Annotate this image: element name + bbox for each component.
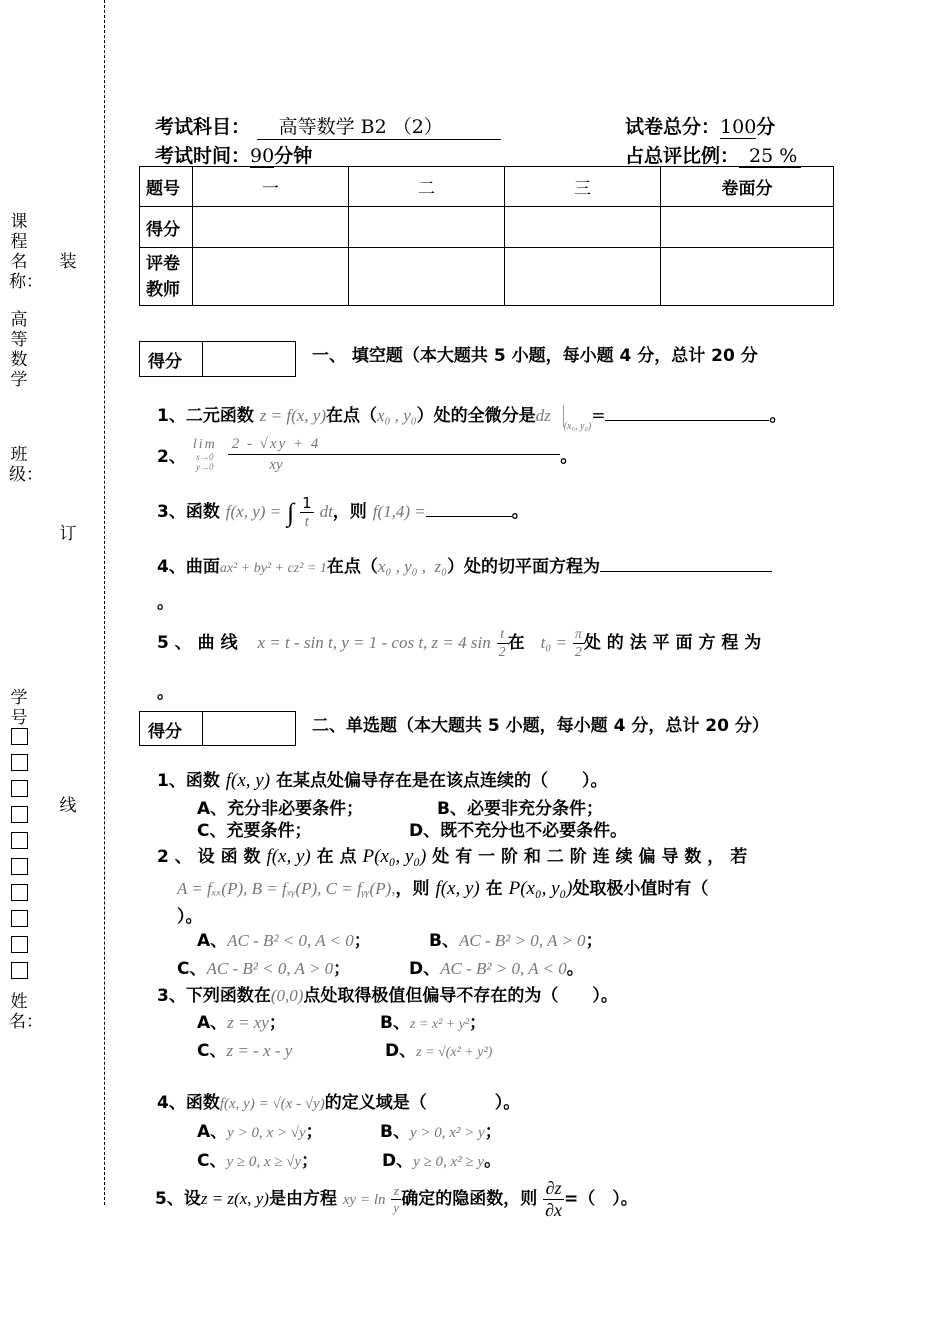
s2q3-option-b[interactable]: B、z = x² + y²；	[380, 1013, 487, 1033]
time-row	[155, 141, 312, 168]
s2q4-option-a[interactable]: A、y > 0, x > √y；	[197, 1122, 323, 1142]
s2q3-b-label: B、	[380, 1013, 410, 1033]
q3-numerator: 1	[302, 493, 312, 512]
s2q5-fraction-zy	[391, 1183, 401, 1216]
q3-answer-blank[interactable]	[426, 516, 512, 517]
s2q5-text-b: 是由方程	[268, 1189, 337, 1209]
total-label: 试卷总分：	[625, 116, 721, 138]
q4-period: 。	[157, 593, 174, 613]
q4-text-b: 在点（	[326, 557, 378, 577]
q5-text-b: 在	[507, 633, 525, 653]
total-unit: 分	[756, 116, 776, 138]
s2q3-a-label: A、	[197, 1013, 228, 1033]
s2q4-option-c[interactable]: C、y ≥ 0, x ≥ √y；	[197, 1151, 319, 1171]
s2q5-y: y	[393, 1199, 400, 1215]
student-id-box[interactable]	[11, 962, 28, 979]
grader-cell[interactable]	[349, 248, 505, 306]
s2q2-c-label: C、	[177, 959, 207, 979]
grader-label-1: 评卷	[146, 253, 180, 274]
s2q2-text-c: 处 有 一 阶 和 二 阶 连 续 偏 导 数 ， 若	[432, 847, 748, 867]
s2q2-close: ）。	[177, 907, 203, 927]
s2q4-text-b: 的定义域是（ ）。	[324, 1093, 521, 1113]
s2q3-text-b: 点处取得极值但偏导不存在的为（ ）。	[303, 986, 618, 1006]
s2q2-point: P(x₀, y₀)	[508, 878, 573, 899]
s2q4-a-math: y > 0, x > √y	[227, 1125, 306, 1141]
s2q2-d-math: AC - B² > 0, A < 0	[440, 959, 567, 978]
score-box-divider	[202, 342, 203, 376]
s2q2-option-d[interactable]: D、AC - B² > 0, A < 0。	[409, 959, 584, 979]
s2q3-d-label: D、	[385, 1041, 417, 1061]
s2q4-d-math: y ≥ 0, x² ≥ y	[413, 1154, 485, 1170]
q4-answer-blank[interactable]	[600, 571, 772, 572]
s2q4-b-math: y > 0, x² > y	[409, 1125, 485, 1141]
q3-integral: ∫	[287, 498, 295, 527]
binding-dashed-line	[104, 0, 105, 1205]
s2q4-a-label: A、	[197, 1122, 228, 1142]
s2q2-option-b[interactable]: B、AC - B² > 0, A > 0；	[429, 931, 603, 951]
s2q2-a-label: A、	[197, 931, 228, 951]
s2q4-function: f(x, y) = √(x - √y)	[219, 1096, 325, 1112]
subject-value: 高等数学 B2 （2）	[257, 112, 501, 140]
q4-surface: ax² + by² + cz² = 1	[219, 561, 327, 576]
s2q5-dz: ∂z	[543, 1178, 564, 1200]
subject-row	[155, 112, 501, 140]
s2q2-b-math: AC - B² > 0, A > 0	[458, 931, 586, 950]
q4-text-a: 4、曲面	[157, 557, 220, 577]
s2q3-text-a: 3、下列函数在	[157, 986, 271, 1006]
student-id-box[interactable]	[11, 780, 28, 797]
s2q1-option-b[interactable]: B、必要非充分条件；	[437, 799, 603, 819]
grader-cell[interactable]	[661, 248, 834, 306]
s2q5-text-c: 确定的隐函数，则	[401, 1189, 538, 1209]
q2-denominator: xy	[269, 457, 283, 473]
student-id-box[interactable]	[11, 936, 28, 953]
name-label: 姓名：	[9, 992, 43, 1032]
q1-period: 。	[769, 406, 787, 426]
q3-fraction	[300, 494, 314, 531]
section2-title: 二、单选题（本大题共 5 小题，每小题 4 分，总计 20 分）	[312, 716, 769, 736]
student-id-box[interactable]	[11, 884, 28, 901]
q5-curve: x = t - sin t, y = 1 - cos t, z = 4 sin	[257, 633, 491, 652]
section1-title: 一、 填空题（本大题共 5 小题，每小题 4 分，总计 20 分	[312, 346, 758, 366]
s2-q4-stem	[157, 1088, 520, 1113]
score-cell[interactable]	[349, 207, 505, 248]
q2-fraction	[228, 434, 325, 475]
grader-cell[interactable]	[505, 248, 661, 306]
time-value: 90	[250, 145, 275, 167]
s2q2-option-c[interactable]: C、AC - B² < 0, A > 0；	[177, 959, 351, 979]
s2q4-c-label: C、	[197, 1151, 227, 1171]
col-section-2: 二	[349, 167, 505, 207]
q3-dt: dt	[319, 502, 333, 521]
q3-value: f(1,4) =	[372, 502, 426, 521]
s2q2-text-d: ，则	[395, 879, 430, 899]
s2q2-point: P(x₀, y₀)	[362, 846, 427, 867]
s2q2-option-a[interactable]: A、AC - B² < 0, A < 0；	[197, 931, 371, 951]
course-value: 高等数学	[10, 310, 28, 390]
s2q2-a-math: AC - B² < 0, A < 0	[227, 931, 354, 950]
s2q2-text-b: 在 点	[316, 847, 357, 867]
s1-q5	[157, 620, 761, 666]
grader-label-2: 教师	[146, 279, 180, 300]
section2-score-box	[139, 711, 296, 746]
q5-text-c: 处 的 法 平 面 方 程 为	[583, 633, 762, 653]
student-id-box[interactable]	[11, 806, 28, 823]
s2q2-text-e: 在	[485, 879, 503, 899]
student-id-box[interactable]	[11, 832, 28, 849]
s2q3-d-math: z = √(x² + y²)	[416, 1045, 493, 1060]
q5-pi: π	[574, 626, 582, 642]
q5-fraction-pi	[573, 626, 584, 661]
course-label: 课程名称：	[9, 212, 43, 292]
s2q1-function: f(x, y)	[225, 770, 271, 791]
section1-score-box	[139, 341, 296, 377]
q3-period: 。	[511, 502, 529, 522]
s2q1-option-d[interactable]: D、既不充分也不必要条件。	[409, 821, 628, 841]
binding-char-xian: 线	[59, 796, 77, 816]
q5-t: t	[497, 626, 508, 644]
q3-text-a: 3、函数	[157, 502, 220, 522]
s2q2-text-f: 处取极小值时有（	[572, 879, 709, 899]
q2-answer-blank[interactable]	[324, 454, 560, 455]
time-unit: 分钟	[274, 145, 313, 167]
q3-function: f(x, y) =	[225, 502, 282, 521]
q1-eval-point: (x₀, y₀)	[563, 421, 592, 432]
s2q5-implicit: z = z(x, y)	[200, 1189, 269, 1208]
s2q1-text-a: 1、函数	[157, 771, 220, 791]
q2-numerator: 2 - √xy + 4	[228, 434, 325, 455]
student-id-box[interactable]	[11, 858, 28, 875]
s2q3-a-math: z = xy	[227, 1013, 269, 1032]
s2q4-text-a: 4、函数	[157, 1093, 220, 1113]
q5-fraction-t	[497, 626, 508, 661]
s1-q2	[157, 434, 577, 478]
s2q4-option-b[interactable]: B、y > 0, x² > y；	[380, 1122, 502, 1142]
s1-q3	[157, 490, 529, 534]
ratio-value: 25 %	[739, 145, 801, 168]
s2q1-option-c[interactable]: C、充要条件；	[197, 821, 312, 841]
s2q2-b-label: B、	[429, 931, 459, 951]
student-id-label: 学号	[10, 688, 28, 728]
s2q5-equation: xy = ln	[342, 1192, 386, 1208]
score-cell[interactable]	[661, 207, 834, 248]
s2q3-c-math: z = - x - y	[226, 1041, 293, 1060]
s2-q5-stem	[155, 1176, 638, 1222]
q1-function: z = f(x, y)	[259, 406, 326, 425]
q3-denominator: t	[304, 513, 309, 530]
s2q5-dx: ∂x	[545, 1199, 563, 1220]
q4-point: x₀ , y₀ , z₀	[377, 557, 448, 576]
q2-limit	[192, 437, 218, 472]
s2q5-text-a: 5、设	[155, 1189, 201, 1209]
q5-two: 2	[498, 644, 506, 660]
grader-cell[interactable]	[193, 248, 349, 306]
q5-period: 。	[157, 683, 174, 703]
s1-q1	[157, 401, 786, 432]
q2-lim: lim	[192, 437, 217, 452]
q2-period: 。	[560, 447, 578, 467]
ratio-label: 占总评比例：	[625, 145, 740, 167]
q1-equals: =	[591, 406, 606, 426]
subject-label: 考试科目：	[155, 116, 251, 138]
s1-q4	[157, 552, 772, 577]
q1-point: x₀ , y₀	[377, 406, 417, 425]
s2-q3-stem	[157, 981, 618, 1006]
s2-q1-stem	[157, 766, 608, 792]
total-row	[625, 112, 775, 139]
s2q3-option-d[interactable]	[385, 1036, 492, 1061]
s2q2-function: f(x, y)	[266, 846, 311, 867]
col-section-1: 一	[193, 167, 349, 207]
s2q5-z: z	[391, 1183, 401, 1200]
student-id-box[interactable]	[11, 728, 28, 745]
score-box-divider	[202, 712, 203, 745]
section1-score-label: 得分	[148, 352, 182, 372]
s2q3-option-a[interactable]: A、z = xy；	[197, 1013, 286, 1033]
q1-dz: dz	[535, 406, 551, 425]
section2-score-label: 得分	[148, 722, 182, 742]
s2q3-option-c[interactable]	[197, 1036, 292, 1061]
ratio-row	[625, 141, 801, 168]
s2q4-c-math: y ≥ 0, x ≥ √y	[226, 1154, 302, 1170]
s2-q2-stem-1	[157, 842, 899, 868]
s2q2-condition: A = fₓₓ(P), B = fₓᵧ(P), C = fᵧᵧ(P),	[177, 879, 396, 898]
s2q5-text-d: =（ ）。	[564, 1189, 638, 1209]
binding-char-ding: 订	[59, 524, 77, 544]
q5-text-a: 5 、 曲 线	[157, 633, 238, 653]
s2q2-function: f(x, y)	[435, 878, 480, 899]
s2q2-d-label: D、	[409, 959, 441, 979]
col-total: 卷面分	[661, 167, 834, 207]
s2q5-derivative	[543, 1178, 564, 1221]
s2q1-text-b: 在某点处偏导存在是在该点连续的（ ）。	[276, 771, 608, 791]
total-value: 100	[720, 116, 757, 138]
q5-two: 2	[574, 644, 582, 660]
s2q3-b-math: z = x² + y²	[409, 1017, 470, 1032]
score-cell[interactable]	[193, 207, 349, 248]
class-label: 班级：	[9, 445, 43, 485]
score-table	[139, 166, 834, 306]
q1-text-a: 1、二元函数	[157, 406, 254, 426]
q5-t0: t₀ =	[540, 633, 567, 652]
s2-q2-stem-2	[177, 874, 708, 900]
score-cell[interactable]	[505, 207, 661, 248]
col-header: 题号	[140, 167, 193, 207]
s2q1-option-a[interactable]: A、充分非必要条件；	[197, 799, 364, 819]
q1-text-c: ）处的全微分是	[416, 406, 536, 426]
col-section-3: 三	[505, 167, 661, 207]
row-score-label: 得分	[140, 207, 193, 248]
q1-answer-blank[interactable]	[605, 420, 769, 421]
s2q3-point: (0,0)	[270, 986, 304, 1005]
s2q3-c-label: C、	[197, 1041, 227, 1061]
student-id-box[interactable]	[11, 910, 28, 927]
student-id-box[interactable]	[11, 754, 28, 771]
s2q4-b-label: B、	[380, 1122, 410, 1142]
q3-text-b: ，则	[332, 502, 367, 522]
s2q2-c-math: AC - B² < 0, A > 0	[206, 959, 334, 978]
q2-lim-sub: x→0 y→0	[196, 452, 214, 472]
q1-text-b: 在点（	[326, 406, 377, 426]
s2q4-d-label: D、	[382, 1151, 414, 1171]
s2q2-text-a: 2 、 设 函 数	[157, 847, 261, 867]
q2-number: 2、	[157, 447, 186, 467]
time-label: 考试时间：	[155, 145, 251, 167]
binding-char-zhuang: 装	[59, 252, 77, 272]
s2q4-option-d[interactable]: D、y ≥ 0, x² ≥ y。	[382, 1151, 502, 1171]
row-grader-label	[140, 248, 193, 306]
q4-text-c: ）处的切平面方程为	[447, 557, 601, 577]
